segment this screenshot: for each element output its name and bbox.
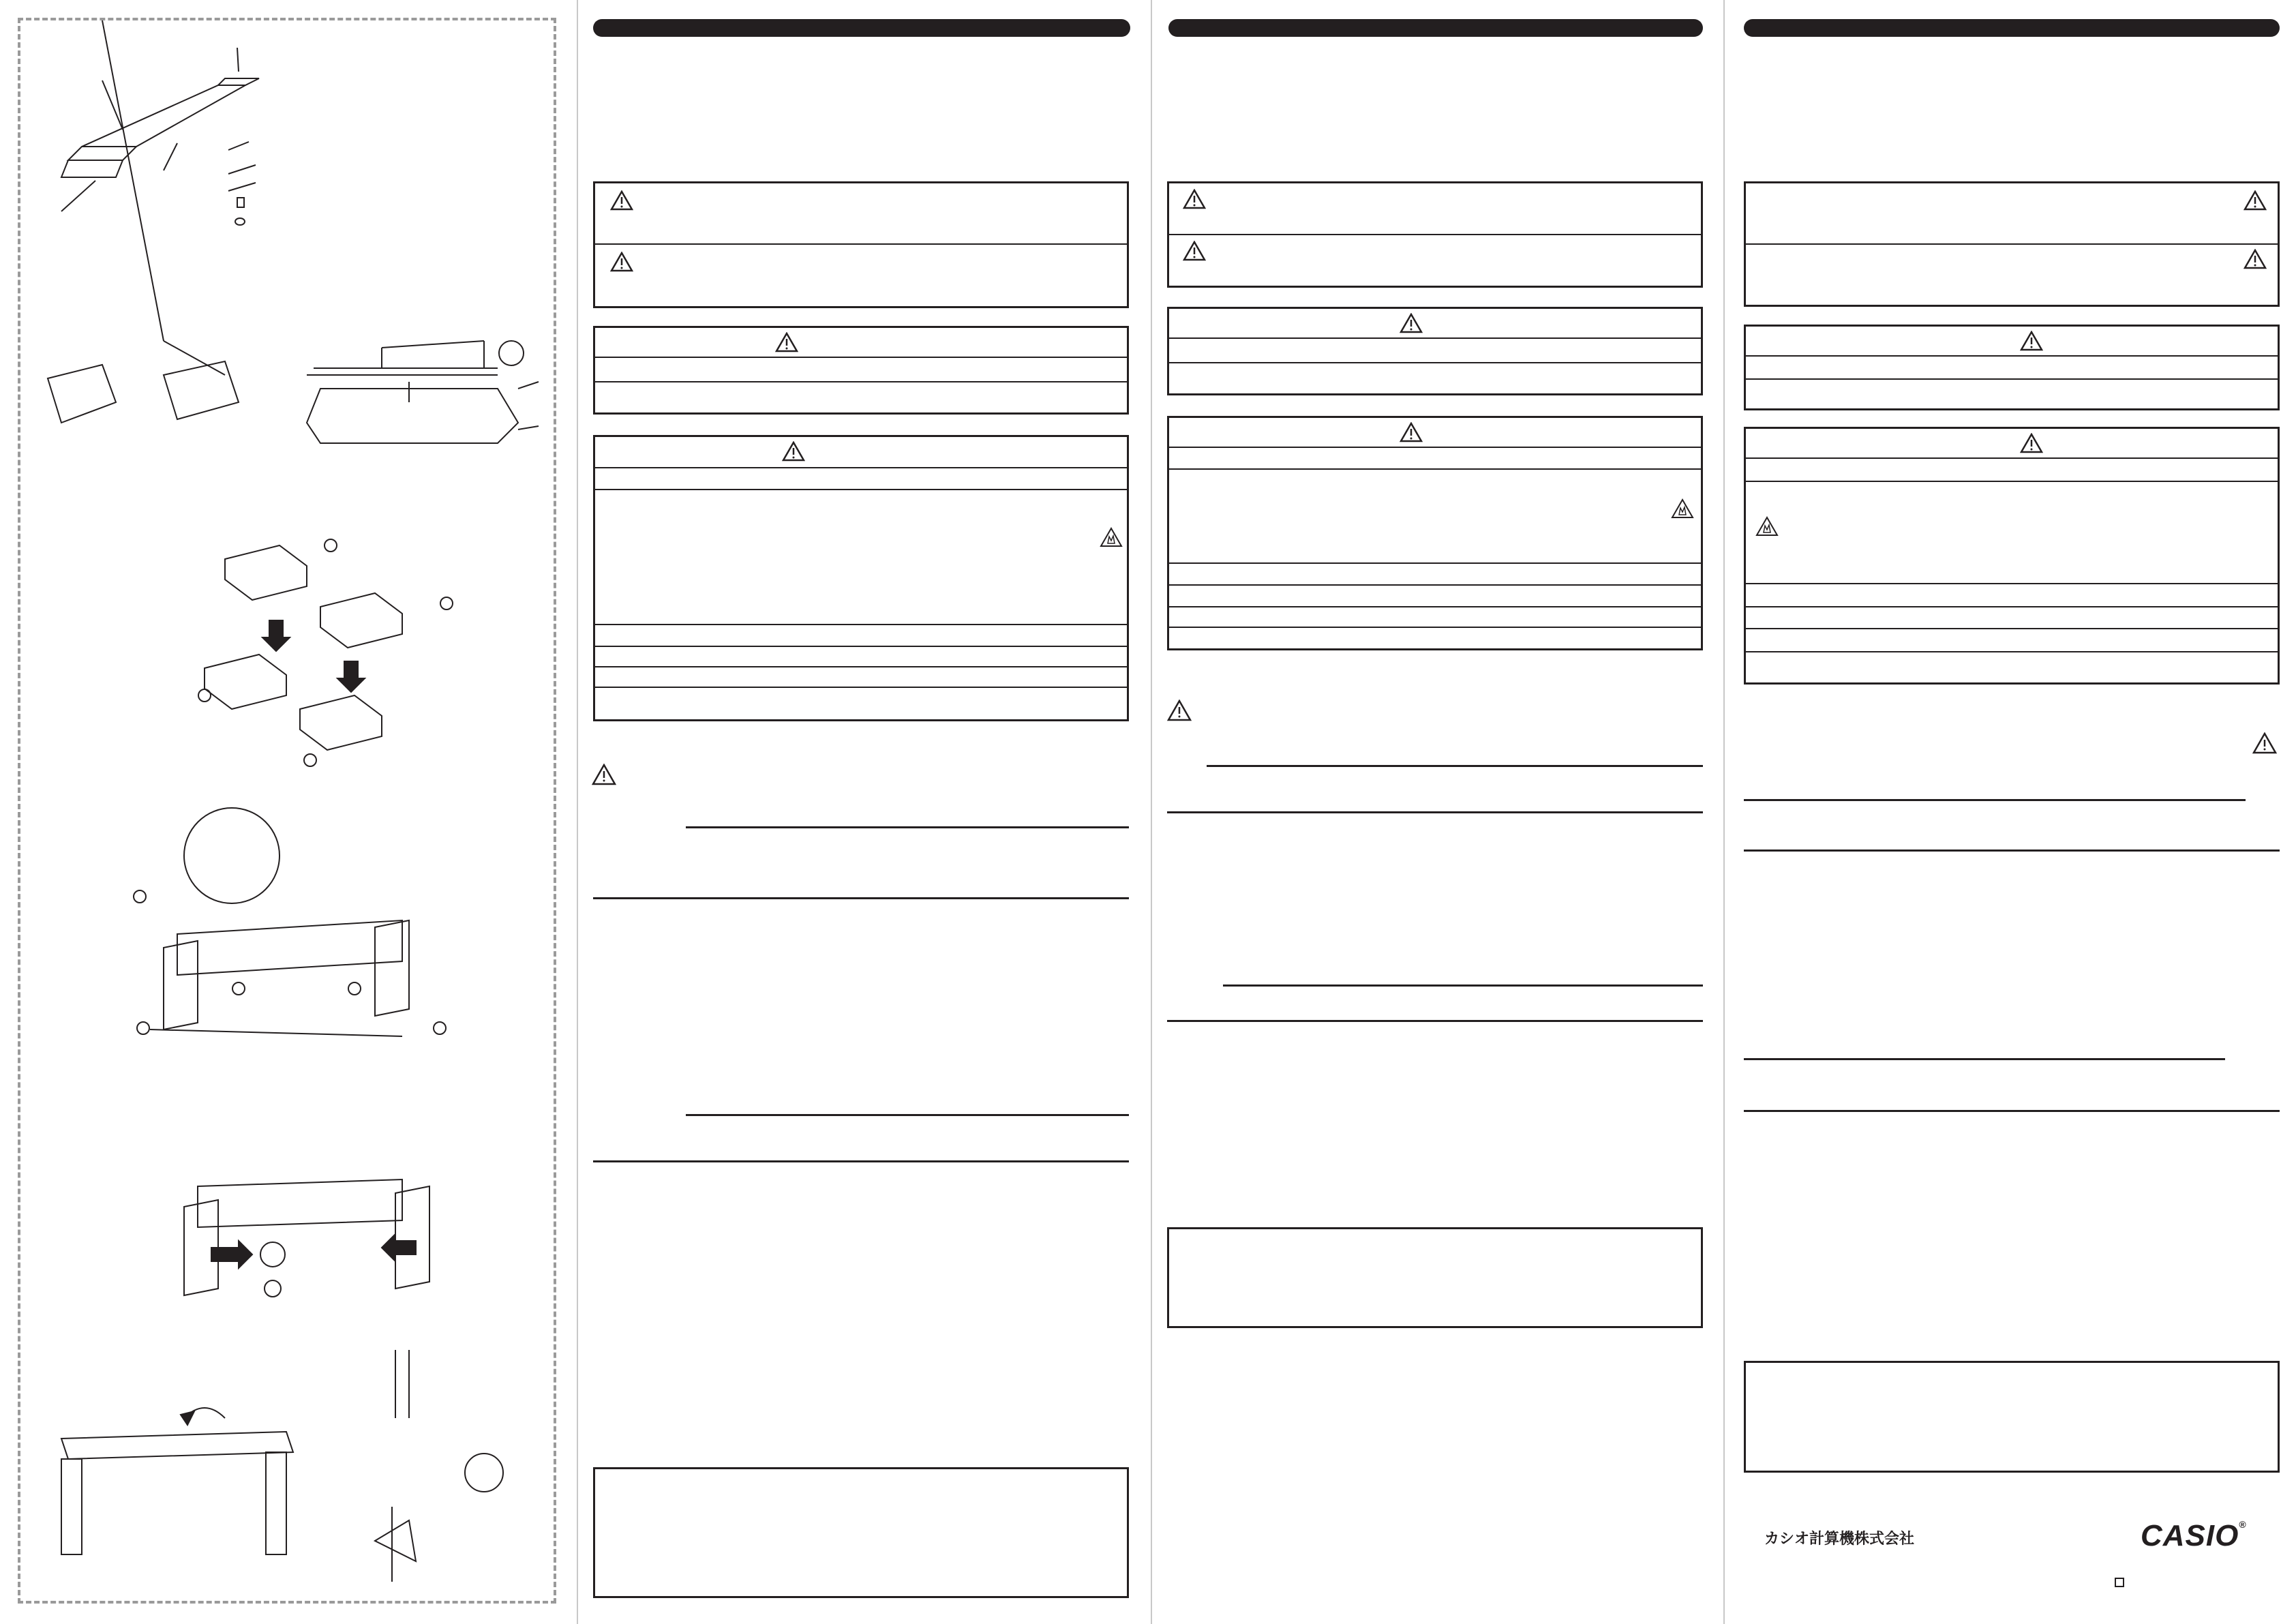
keyboard-bottom-drawing: [48, 20, 539, 443]
warning-triangle-icon: [592, 764, 616, 785]
divider-rule: [1207, 765, 1703, 767]
section-header-bar: [1168, 19, 1703, 37]
checkbox-square: [2115, 1578, 2124, 1587]
divider-rule: [1744, 1110, 2280, 1112]
note-box: [593, 1467, 1129, 1598]
divider-rule: [1167, 811, 1703, 813]
section-header-bar: [593, 19, 1130, 37]
caution-table: [1744, 427, 2280, 685]
divider-rule: [686, 1114, 1129, 1116]
divider-rule: [1167, 1020, 1703, 1022]
divider-rule: [1744, 849, 2280, 852]
warning-triangle-icon: [1183, 241, 1206, 261]
stand-screws-drawing: [184, 1179, 429, 1297]
section-header-bar: [1744, 19, 2280, 37]
caution-table: [593, 435, 1129, 721]
assembly-illustration-panel: [18, 18, 556, 1604]
bracket-connect-drawing: [198, 539, 453, 766]
divider-rule: [686, 826, 1129, 828]
warning-triangle-icon: [2020, 433, 2043, 453]
note-box: [1744, 1361, 2280, 1473]
warning-triangle-icon: [2244, 249, 2267, 269]
divider-rule: [593, 897, 1129, 899]
warning-table: [1167, 307, 1703, 395]
hand-caution-icon: [1755, 516, 1779, 537]
assembly-diagrams: [20, 20, 554, 1601]
warning-caution-box: [593, 181, 1129, 308]
warning-triangle-icon: [2252, 732, 2277, 754]
stand-frame-drawing: [134, 808, 446, 1036]
warning-table: [1744, 325, 2280, 410]
casio-logo: CASIO®: [2141, 1519, 2247, 1552]
maker-name: カシオ計算機株式会社: [1764, 1531, 1915, 1548]
warning-triangle-icon: [1400, 422, 1423, 442]
warning-triangle-icon: [2020, 331, 2043, 351]
hand-caution-icon: [1671, 498, 1694, 519]
parts-layout-drawing: [61, 48, 259, 225]
column-separator: [1723, 0, 1725, 1624]
caution-table: [1167, 416, 1703, 650]
divider-rule: [1223, 984, 1703, 987]
divider-rule: [1744, 799, 2246, 801]
warning-caution-box: [1167, 181, 1703, 288]
final-assembly-drawing: [61, 1350, 503, 1582]
warning-triangle-icon: [775, 332, 798, 352]
warning-caution-box: [1744, 181, 2280, 307]
divider-rule: [593, 1160, 1129, 1162]
warning-triangle-icon: [610, 190, 633, 211]
warning-table: [593, 326, 1129, 415]
hand-caution-icon: [1100, 527, 1123, 547]
warning-triangle-icon: [1183, 189, 1206, 209]
warning-triangle-icon: [1167, 700, 1192, 721]
note-box: [1167, 1227, 1703, 1328]
warning-triangle-icon: [782, 441, 805, 462]
warning-triangle-icon: [610, 252, 633, 272]
column-separator: [1151, 0, 1152, 1624]
column-separator: [577, 0, 578, 1624]
divider-rule: [1744, 1058, 2225, 1060]
warning-triangle-icon: [1400, 313, 1423, 333]
warning-triangle-icon: [2244, 190, 2267, 211]
